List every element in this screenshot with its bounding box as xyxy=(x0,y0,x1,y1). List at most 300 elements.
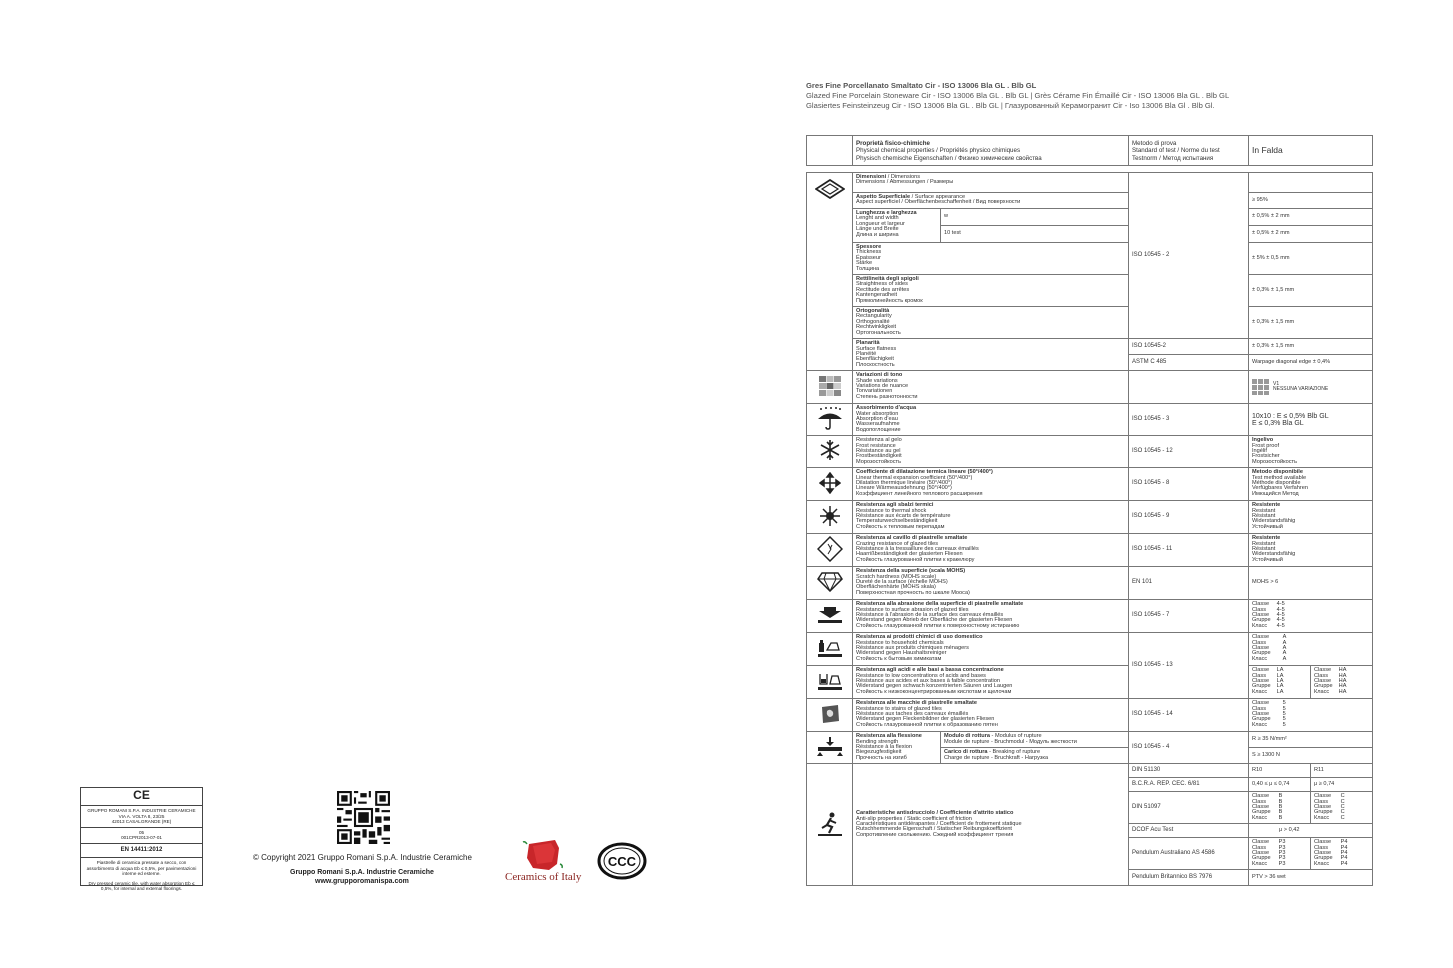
frost-l0: Resistenza al gelo xyxy=(856,437,902,444)
orthogonality-cell xyxy=(853,307,1129,339)
thermal-exp-v4: Имющийся Метод xyxy=(1252,490,1299,497)
thickness-l3: Stärke xyxy=(856,260,873,267)
water-l3: Wasseraufnahme xyxy=(856,421,900,428)
straightness-cell xyxy=(853,275,1129,307)
shade-value-code: V1 xyxy=(1273,381,1280,388)
flexion-cell xyxy=(853,732,941,764)
thermal-exp-value-cell xyxy=(1249,468,1373,501)
slip-icon-cell xyxy=(807,764,853,886)
slip-method-4: DCOF Acu Test xyxy=(1129,824,1249,838)
frost-method: ISO 10545 - 12 xyxy=(1129,436,1249,468)
abrasion-method: ISO 10545 - 7 xyxy=(1129,600,1249,633)
snowflake-icon xyxy=(819,439,841,461)
chem-dom-grade-1: A xyxy=(1282,639,1287,646)
ccc-text: CCC xyxy=(607,854,637,869)
ce-mark: CE xyxy=(81,788,202,806)
abrasion-grade-4: 4-5 xyxy=(1276,622,1285,629)
thermal-exp-v1: Test method available xyxy=(1252,474,1307,481)
acids-class-2: Classe xyxy=(1252,678,1270,684)
abrasion-grade-2: 4-5 xyxy=(1276,612,1285,618)
din-b-1: B xyxy=(1278,798,1283,805)
flexion-l2: Résistance à la flexion xyxy=(856,744,912,750)
thermal-shock-l2: Résistance aux écarts de température xyxy=(856,513,951,519)
crazing-v0: Resistente xyxy=(1252,535,1281,542)
header-properties-sub2: Physisch chemische Eigenschaften / Физико химические свойства xyxy=(856,154,1042,162)
acids-bases-icon xyxy=(817,670,843,692)
crazing-l4: Стойкость глазурованной плитки к кракелюру xyxy=(856,556,975,563)
crazing-v2: Résistant xyxy=(1252,546,1276,552)
slip-cell xyxy=(853,764,1129,886)
din2-class-3: Gruppe xyxy=(1314,809,1333,816)
length-title: Lunghezza e larghezza xyxy=(856,210,917,216)
orthogonality-l1: Rectangularity xyxy=(856,313,892,320)
dimensions-title-rest: / Dimensions xyxy=(886,174,921,180)
stain-tile-icon xyxy=(819,703,841,725)
dimensions-subtitle: Dimensions / Abmessungen / Размеры xyxy=(856,179,954,186)
flexion-l3: Biegezugfestigkeit xyxy=(856,749,902,756)
acids-la-4: LA xyxy=(1276,688,1284,695)
acids-icon-cell xyxy=(807,666,853,699)
din2-class-0: Classe xyxy=(1314,793,1332,800)
pend-p4-4: P4 xyxy=(1340,860,1348,867)
modulus-rest: - Modulus of rupture xyxy=(990,733,1042,740)
ce-code-block xyxy=(81,828,202,844)
thermal-shock-v4: Устойчивый xyxy=(1252,523,1283,530)
chem-dom-grade-2: A xyxy=(1282,645,1287,651)
modulus-sub: Module de rupture - Bruchmodul - Модуль жесткости xyxy=(944,738,1077,745)
pend-p4-3: P4 xyxy=(1340,855,1348,862)
slip-l4: Сопротивление скольжению. Сжедний коэффициент трения xyxy=(856,831,1014,838)
acids-ha-3: HA xyxy=(1338,683,1347,690)
pend2-class-4: Класс xyxy=(1314,860,1330,867)
straightness-l4: Прямолинейность кромок xyxy=(856,297,923,304)
company-website[interactable]: www.grupporomanispa.com xyxy=(315,878,409,885)
ce-label-box xyxy=(80,787,203,892)
din-class-0: Classe xyxy=(1252,793,1270,800)
pend-class-1: Class xyxy=(1252,844,1266,851)
abrasion-class-1: Class xyxy=(1252,606,1266,613)
din-c-2: C xyxy=(1340,804,1345,811)
header-properties-cell xyxy=(853,136,1129,166)
header-line-2: Glazed Fine Porcelain Stoneware Cir - ISO 13006 Bla GL . Blb GL | Grès Cérame Fin Émaillé Cir - ISO 13006 Bla GL . Blb GL xyxy=(806,91,1230,100)
crazing-title: Resistenza al cavillo di piastrelle smaltate xyxy=(856,535,968,542)
orthogonality-value: ± 0,3% ± 1,5 mm xyxy=(1249,307,1373,339)
shade-variation-icon xyxy=(819,376,841,396)
length-l2: Longueur et largeur xyxy=(856,220,905,227)
header-method-sub2: Testnorm / Метод испытания xyxy=(1132,154,1214,162)
acids-l4: Стойкость к низкоконцентрированным кислотам и щелочам xyxy=(856,688,1012,695)
copyright-text: © Copyright 2021 Gruppo Romani S.p.A. Industrie Ceramiche xyxy=(253,853,472,862)
water-icon-cell xyxy=(807,404,853,436)
thermal-shock-v3: Widerstandsfähig xyxy=(1252,518,1296,525)
ce-address: VIA A. VOLTA 8, 23/25 xyxy=(118,813,165,819)
mohs-l2: Dureté de la surface (échelle MOHS) xyxy=(856,579,948,585)
slip-value-2b: μ ≥ 0,74 xyxy=(1311,778,1373,792)
thermal-shock-title: Resistenza agli sbalzi termici xyxy=(856,502,934,509)
ce-it-text: Piastrelle di ceramica pressate a secco, con assorbimento di acqua Eb ≤ 0,5%, per pavimentazioni interne ed esterne. xyxy=(86,859,197,877)
din-class-3: Gruppe xyxy=(1252,809,1271,816)
header-value-cell: In Falda xyxy=(1249,136,1373,166)
thermal-exp-v2: Méthode disponible xyxy=(1252,480,1301,486)
chem-dom-l3: Widerstand gegen Haushaltsreiniger xyxy=(856,650,947,657)
flatness-value-2: Warpage diagonal edge ± 0,4% xyxy=(1249,355,1373,371)
slip-value-2a: 0,40 ≤ μ ≤ 0,74 xyxy=(1249,778,1311,792)
table-header xyxy=(806,135,1373,166)
acids-value-cell-2 xyxy=(1311,666,1373,699)
din-class-2: Classe xyxy=(1252,804,1270,811)
acids-class2-1: Class xyxy=(1314,672,1328,679)
frost-v2: Ingélif xyxy=(1252,447,1267,454)
acids-cell xyxy=(853,666,1129,699)
thermal-shock-cell xyxy=(853,501,1129,534)
frost-icon-cell xyxy=(807,436,853,468)
din-c-1: C xyxy=(1340,798,1345,805)
properties-table xyxy=(806,172,1373,886)
stains-grade-2: 5 xyxy=(1282,711,1286,717)
flatness-l1: Surface flatness xyxy=(856,345,897,352)
umbrella-icon xyxy=(817,406,843,430)
pend2-class-0: Classe xyxy=(1314,839,1332,846)
thermal-exp-icon-cell xyxy=(807,468,853,501)
length-test: 10 test xyxy=(941,226,1129,243)
frost-l4: Морозостойкость xyxy=(856,458,902,465)
thermal-exp-l3: Lineare Wärmeausdehnung (50°/400°) xyxy=(856,485,952,492)
expand-arrows-icon xyxy=(819,472,841,494)
stains-l2: Résistance aux taches des carreaux émaillés xyxy=(856,711,969,717)
din-c-4: C xyxy=(1340,814,1345,821)
chem-dom-grade-4: A xyxy=(1282,655,1287,662)
stains-l1: Resistance to stains of glazed tiles xyxy=(856,705,942,712)
header-line-3: Glasiertes Feinsteinzeug Cir - ISO 13006 Bla GL . Blb GL | Глазурованный Керамогранит Cir - Iso 13006 Bla Gl . Blb Gl. xyxy=(806,101,1215,110)
slip-title: Caratteristiche antisdrucciolo / Coefficiente d'attrito statico xyxy=(856,810,1014,817)
modulus-cell xyxy=(941,732,1129,748)
mohs-l1: Scratch hardness (MOHS scale) xyxy=(856,573,937,580)
slip-value-3a xyxy=(1249,792,1311,824)
din-b-2: B xyxy=(1278,804,1283,811)
pend-class-0: Classe xyxy=(1252,839,1270,846)
length-value-2: ± 0,5% ± 2 mm xyxy=(1249,226,1373,243)
slip-method-6: Pendulum Britannico BS 7976 xyxy=(1129,870,1249,886)
abrasion-l3: Widerstand gegen Abrieb der Oberfläche der glasierten Fliesen xyxy=(856,617,1013,624)
ccc-certification-logo xyxy=(597,841,647,881)
pend2-class-1: Class xyxy=(1314,844,1328,851)
water-value-1: 10x10 : E ≤ 0,5% Blb GL xyxy=(1252,412,1329,420)
water-title: Assorbimento d'acqua xyxy=(856,405,917,412)
pend-p4-0: P4 xyxy=(1340,839,1348,846)
chem-dom-value-cell xyxy=(1249,633,1373,666)
slip-value-1b: R11 xyxy=(1311,764,1373,778)
chem-dom-grade-3: A xyxy=(1282,650,1287,657)
frost-value-cell xyxy=(1249,436,1373,468)
acids-title: Resistenza agli acidi e alle basi a bassa concentrazione xyxy=(856,667,1004,674)
header-icon-cell xyxy=(807,136,853,166)
frost-v4: Морозостойкость xyxy=(1252,458,1298,465)
straightness-value: ± 0,3% ± 1,5 mm xyxy=(1249,275,1373,307)
mohs-value: MOHS > 6 xyxy=(1249,567,1373,600)
length-l1: Lenght and width xyxy=(856,215,899,222)
abrasion-class-4: Класс xyxy=(1252,622,1268,629)
aspect-title: Aspetto Superficiale xyxy=(856,194,911,200)
thermal-shock-l1: Resistance to thermal shock xyxy=(856,507,927,514)
shade-method-empty xyxy=(1129,371,1249,404)
din-b-0: B xyxy=(1278,793,1283,800)
pend-p3-1: P3 xyxy=(1278,844,1286,851)
stains-grade-3: 5 xyxy=(1282,716,1286,723)
stains-class-3: Gruppe xyxy=(1252,716,1271,723)
dimensions-title-cell xyxy=(853,173,1129,193)
slip-method-2: B.C.R.A. REP. CEC. 6/81 xyxy=(1129,778,1249,792)
acids-ha-1: HA xyxy=(1338,672,1347,679)
pend-p3-4: P3 xyxy=(1278,860,1286,867)
flatness-value-1: ± 0,3% ± 1,5 mm xyxy=(1249,339,1373,355)
mohs-title: Resistenza della superficie (scala MOHS) xyxy=(856,568,966,575)
header-method-title: Metodo di prova xyxy=(1132,140,1177,147)
dimensions-icon xyxy=(815,179,845,199)
acids-la-3: LA xyxy=(1276,683,1284,690)
company-block xyxy=(290,868,434,886)
stains-title: Resistenza alle macchie di piastrelle smaltate xyxy=(856,700,977,707)
water-method: ISO 10545 - 3 xyxy=(1129,404,1249,436)
chem-dom-class-4: Класс xyxy=(1252,655,1268,662)
stains-l3: Widerstand gegen Fleckenbildner der glasierten Fliesen xyxy=(856,716,995,723)
acids-ha-2: HA xyxy=(1338,678,1347,684)
frost-cell xyxy=(853,436,1129,468)
shade-l4: Степень разнотонности xyxy=(856,393,918,400)
din-c-3: C xyxy=(1340,809,1345,816)
orthogonality-l3: Rechtwinkligkeit xyxy=(856,324,897,331)
flexion-title: Resistenza alla flessione xyxy=(856,733,922,740)
slip-value-4: μ > 0,42 xyxy=(1249,824,1373,838)
straightness-l1: Straightness of sides xyxy=(856,281,908,288)
crazing-v1: Resistant xyxy=(1252,540,1276,547)
dimensions-value-empty xyxy=(1249,173,1373,193)
mohs-l3: Oberflächenhärte (MOHS skala) xyxy=(856,584,936,591)
pend-class-2: Classe xyxy=(1252,850,1270,857)
frost-v1: Frost proof xyxy=(1252,442,1280,449)
acids-la-1: LA xyxy=(1276,672,1284,679)
thickness-l4: Толщина xyxy=(856,265,880,272)
company-name: Gruppo Romani S.p.A. Industrie Ceramiche xyxy=(290,869,434,876)
chem-dom-l2: Résistance aux produits chimiques ménagers xyxy=(856,645,969,651)
abrasion-cell xyxy=(853,600,1129,633)
thickness-cell xyxy=(853,243,1129,275)
acids-class2-2: Classe xyxy=(1314,678,1332,684)
crazing-l2: Résistance à la tressaillure des carreaux émaillés xyxy=(856,546,979,552)
frost-l2: Résistance au gel xyxy=(856,447,901,454)
slip-l2: Caractéristiques antidérapantes / Coefficient de frottement statique xyxy=(856,821,1022,828)
acids-la-0: LA xyxy=(1276,667,1284,674)
flexion-l4: Прочность на изгиб xyxy=(856,754,907,761)
straightness-l3: Kantengeradheit xyxy=(856,292,898,299)
stains-method: ISO 10545 - 14 xyxy=(1129,699,1249,732)
water-l1: Water absorption xyxy=(856,410,899,417)
abrasion-grade-3: 4-5 xyxy=(1276,617,1285,624)
acids-class-4: Класс xyxy=(1252,688,1268,695)
stains-icon-cell xyxy=(807,699,853,732)
acids-class2-3: Gruppe xyxy=(1314,683,1333,690)
frost-v3: Frostsicher xyxy=(1252,453,1280,460)
flatness-title: Planarità xyxy=(856,340,880,347)
thermal-exp-l4: Коэффициент линейного теплового расширения xyxy=(856,490,983,497)
abrasion-value-cell xyxy=(1249,600,1373,633)
thermal-shock-l4: Стойкость к тепловым перепадам xyxy=(856,523,945,530)
ce-company: GRUPPO ROMANI S.P.A. INDUSTRIE CERAMICHE xyxy=(87,808,196,813)
orthogonality-l4: Ортогональность xyxy=(856,329,901,336)
chem-dom-class-2: Classe xyxy=(1252,645,1270,651)
crazing-diamond-icon xyxy=(817,536,843,562)
shade-cell xyxy=(853,371,1129,404)
dimensions-method: ISO 10545 - 2 xyxy=(1129,173,1249,339)
abrasion-grade-0: 4-5 xyxy=(1276,601,1285,608)
pend2-class-3: Gruppe xyxy=(1314,855,1333,862)
thermal-exp-title: Coefficiente di dilatazione termica lineare (50°/400°) xyxy=(856,469,993,476)
flatness-method-1: ISO 10545-2 xyxy=(1129,339,1249,355)
ceramics-of-italy-text: Ceramics of Italy xyxy=(505,871,582,883)
water-value-2: E ≤ 0,3% Bla GL xyxy=(1252,419,1304,427)
flexion-value-2: S ≥ 1300 N xyxy=(1249,748,1373,764)
acids-la-2: LA xyxy=(1276,678,1284,684)
thermal-exp-l1: Linear thermal expansion coefficient (50°/400°) xyxy=(856,474,973,481)
chem-dom-cell xyxy=(853,633,1129,666)
chem-dom-icon-cell xyxy=(807,633,853,666)
thickness-l2: Épaisseur xyxy=(856,254,881,261)
slip-value-1a: R10 xyxy=(1249,764,1311,778)
mohs-l4: Поверхностная прочность по шкале Мооса) xyxy=(856,589,970,596)
frost-l3: Frostbeständigkeit xyxy=(856,453,902,460)
pend-p4-2: P4 xyxy=(1340,850,1348,857)
slip-l1: Anti-slip properties / Static coefficient of friction xyxy=(856,815,972,822)
flatness-l3: Ebenflächigkeit xyxy=(856,356,894,363)
ce-en-text: Dry pressed ceramic tile, with water absorption Eb ≤ 0,5%, for internal and external floorings. xyxy=(88,880,195,892)
stains-class-0: Classe xyxy=(1252,700,1270,707)
chem-dom-l1: Resistance to household chemicals xyxy=(856,639,944,646)
crazing-method: ISO 10545 - 11 xyxy=(1129,534,1249,567)
din2-class-2: Classe xyxy=(1314,804,1332,811)
flexion-l1: Bending strength xyxy=(856,738,899,745)
thermal-shock-icon-cell xyxy=(807,501,853,534)
stains-grade-1: 5 xyxy=(1282,705,1286,712)
pend-p3-0: P3 xyxy=(1278,839,1286,846)
abrasion-class-0: Classe xyxy=(1252,601,1270,608)
flatness-method-2: ASTM C 485 xyxy=(1129,355,1249,371)
thermal-exp-l2: Dilatation thermique linéaire (50°/400°) xyxy=(856,480,953,486)
abrasion-l4: Стойкость глазурованной плитки к поверхностному истиранию xyxy=(856,622,1020,629)
abrasion-grade-1: 4-5 xyxy=(1276,606,1285,613)
slip-value-5a xyxy=(1249,838,1311,870)
acids-l3: Widerstand gegen schwach konzentrierten Säuren und Laugen xyxy=(856,683,1013,690)
abrasion-icon-cell xyxy=(807,600,853,633)
header-properties-title: Proprietà fisico-chimiche xyxy=(856,140,930,147)
thickness-l1: Thickness xyxy=(856,249,882,256)
breaking-cell xyxy=(941,748,1129,764)
acids-class-0: Classe xyxy=(1252,667,1270,674)
frost-l1: Frost resistance xyxy=(856,442,896,449)
slip-method-5: Pendulum Australiano AS 4586 xyxy=(1129,838,1249,870)
breaking-rest: - Breaking of rupture xyxy=(987,749,1041,756)
flexion-value-1: R ≥ 35 N/mm² xyxy=(1249,732,1373,748)
thermal-exp-v0: Metodo disponibile xyxy=(1252,469,1303,476)
pend-class-4: Класс xyxy=(1252,860,1268,867)
stains-class-1: Class xyxy=(1252,705,1266,712)
header-method-sub1: Standard of test / Norme du test xyxy=(1132,147,1220,155)
slip-l3: Rutschhemmende Eigenschaft / Statischer Reibungskoeffizient xyxy=(856,826,1012,833)
acids-class-1: Class xyxy=(1252,672,1266,679)
dimensions-icon-cell xyxy=(807,173,853,371)
din-b-3: B xyxy=(1278,809,1283,816)
crazing-value-cell xyxy=(1249,534,1373,567)
crazing-v3: Widerstandsfähig xyxy=(1252,551,1296,558)
ce-code: 001CPR2013-07-01 xyxy=(121,835,162,841)
pend-p4-1: P4 xyxy=(1340,844,1348,851)
abrasion-l2: Résistance à l'abrasion de la surface des carreaux émaillés xyxy=(856,612,1004,618)
crazing-l1: Crazing resistance of glazed tiles xyxy=(856,540,939,547)
acids-class2-4: Класс xyxy=(1314,688,1330,695)
sun-snowflake-icon xyxy=(819,505,841,527)
shade-l2: Variations de nuance xyxy=(856,382,909,389)
shade-value-cell xyxy=(1249,371,1373,404)
shade-title: Variazioni di tono xyxy=(856,372,903,379)
acids-ha-4: HA xyxy=(1338,688,1347,695)
header-properties-sub1: Physical chemical properties / Propriétés physico chimiques xyxy=(856,147,1021,155)
chem-method: ISO 10545 - 13 xyxy=(1129,633,1249,699)
chem-dom-l4: Стойкость к бытовым химикатам xyxy=(856,655,942,662)
din-b-4: B xyxy=(1278,814,1283,821)
shade-icon-cell xyxy=(807,371,853,404)
water-l2: Absorption d'eau xyxy=(856,415,898,422)
breaking-sub: Charge de rupture - Bruchkraft - Нагрузка xyxy=(944,754,1049,761)
din2-class-1: Class xyxy=(1314,798,1328,805)
acids-value-cell-1 xyxy=(1249,666,1311,699)
abrasion-l1: Resistance to surface abrasion of glazed tiles xyxy=(856,606,969,613)
slip-value-6: PTV > 36 wet xyxy=(1249,870,1373,886)
orthogonality-title: Ortogonalità xyxy=(856,308,890,315)
pend2-class-2: Classe xyxy=(1314,850,1332,857)
aspect-value: ≥ 95% xyxy=(1249,193,1373,209)
slip-method-3: DIN 51097 xyxy=(1129,792,1249,824)
chem-dom-class-3: Gruppe xyxy=(1252,650,1271,657)
din2-class-4: Класс xyxy=(1314,814,1330,821)
din-class-1: Class xyxy=(1252,798,1266,805)
length-w: w xyxy=(941,209,1129,226)
flatness-l4: Плоскостность xyxy=(856,361,895,368)
acids-class-3: Gruppe xyxy=(1252,683,1271,690)
length-l4: Длина и ширина xyxy=(856,231,899,238)
stains-class-2: Classe xyxy=(1252,711,1270,717)
household-chemicals-icon xyxy=(817,637,843,659)
thermal-shock-v1: Resistant xyxy=(1252,507,1276,514)
shade-l1: Shade variations xyxy=(856,377,898,384)
abrasion-class-3: Gruppe xyxy=(1252,617,1271,624)
stains-grade-0: 5 xyxy=(1282,700,1286,707)
thermal-exp-v3: Verfügbares Verfahren xyxy=(1252,485,1308,492)
water-cell xyxy=(853,404,1129,436)
breaking-title: Carico di rottura xyxy=(944,749,988,756)
modulus-title: Modulo di rottura xyxy=(944,733,990,740)
shade-v1-icon xyxy=(1252,379,1270,395)
thickness-value: ± 5% ± 0,5 mm xyxy=(1249,243,1373,275)
pend-p3-2: P3 xyxy=(1278,850,1286,857)
stains-value-cell xyxy=(1249,699,1373,732)
din-c-0: C xyxy=(1340,793,1345,800)
shade-value-text: NESSUNA VARIAZIONE xyxy=(1273,386,1329,393)
aspect-rest: / Surface appearance xyxy=(910,194,966,200)
dimensions-title: Dimensioni xyxy=(856,174,887,180)
slip-value-5b xyxy=(1311,838,1373,870)
thermal-shock-l3: Temperaturwechselbeständigkeit xyxy=(856,518,938,525)
crazing-l3: Haarrißbeständigkeit der glasierten Fliesen xyxy=(856,551,963,558)
aspect-cell xyxy=(853,193,1129,209)
crazing-icon-cell xyxy=(807,534,853,567)
